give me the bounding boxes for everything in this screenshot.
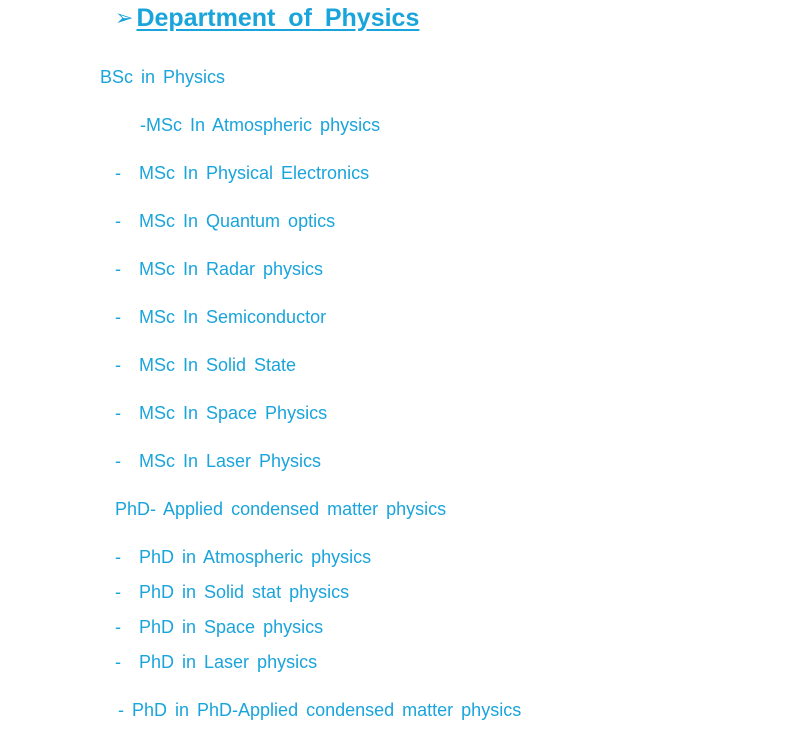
dash-bullet: - (115, 259, 121, 279)
dash-bullet: - (115, 307, 121, 327)
list-item (115, 616, 323, 638)
list-item-label: PhD in Atmospheric physics (139, 547, 372, 567)
list-item (115, 402, 327, 424)
page-heading (115, 2, 419, 34)
list-item-label: MSc In Space Physics (139, 403, 328, 423)
list-item (115, 210, 335, 232)
dash-bullet: - (115, 211, 121, 231)
list-item-label: MSc In Physical Electronics (139, 163, 370, 183)
phd-heading: PhD- Applied condensed matter physics (115, 499, 447, 519)
dash-bullet: - (115, 547, 121, 567)
phd-applied-condensed: - PhD in PhD-Applied condensed matter physics (118, 700, 522, 720)
list-item-label: MSc In Laser Physics (139, 451, 322, 471)
list-item-label: PhD in Solid stat physics (139, 582, 350, 602)
dash-bullet: - (115, 163, 121, 183)
dash-bullet: - (115, 403, 121, 423)
list-item-label: MSc In Semiconductor (139, 307, 327, 327)
list-item-label: MSc In Solid State (139, 355, 297, 375)
list-item-label: MSc In Quantum optics (139, 211, 336, 231)
msc-atmospheric: -MSc In Atmospheric physics (140, 115, 381, 135)
list-item (115, 162, 369, 184)
list-item (115, 258, 323, 280)
page-title: Department of Physics (136, 4, 420, 32)
list-item (115, 354, 296, 376)
bsc-program: BSc in Physics (100, 67, 226, 87)
list-item (115, 581, 349, 603)
dash-bullet: - (115, 617, 121, 637)
list-item-label: PhD in Laser physics (139, 652, 318, 672)
list-item (115, 450, 321, 472)
list-item (115, 306, 326, 328)
dash-bullet: - (115, 355, 121, 375)
list-item-label: MSc In Radar physics (139, 259, 324, 279)
list-item-label: PhD in Space physics (139, 617, 324, 637)
dash-bullet: - (115, 582, 121, 602)
arrow-bullet-icon: ➢ (115, 5, 134, 30)
list-item (115, 651, 317, 673)
dash-bullet: - (115, 451, 121, 471)
list-item (115, 546, 371, 568)
dash-bullet: - (115, 652, 121, 672)
